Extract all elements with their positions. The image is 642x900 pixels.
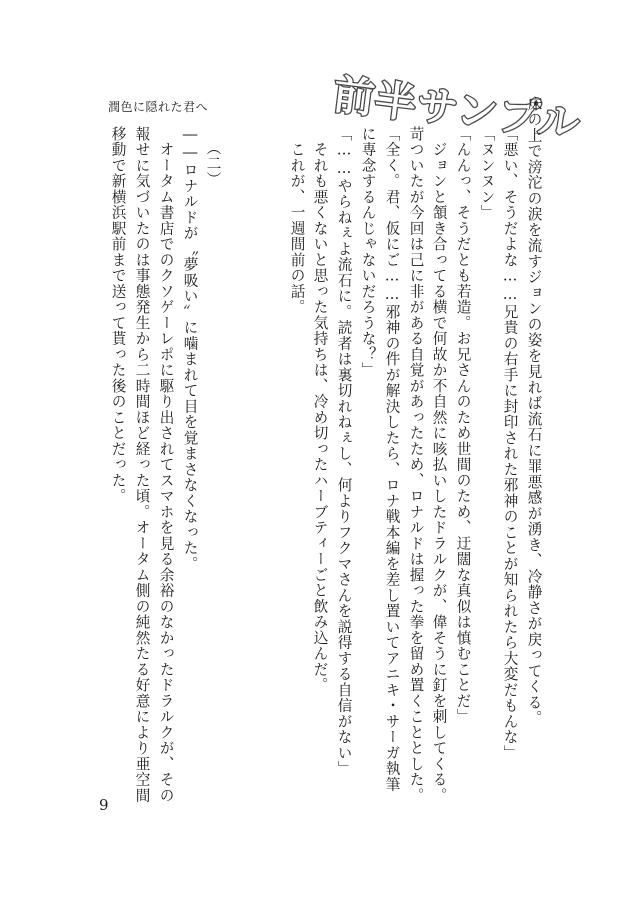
text-line: ジョンと頷き合ってる横で何故か不自然に咳払いしたドラルクが、偉そうに釘を刺してくる。	[430, 126, 448, 804]
text-line: 「んんっ、そうだとも若造。お兄さんのため世間のため、迂闊な真似は慎むことだ」	[454, 126, 472, 725]
section-heading: （二）	[204, 140, 222, 188]
text-line: これが、一週間前の話。	[288, 126, 306, 315]
sample-watermark-text: 前半サンプル	[330, 70, 583, 149]
text-line: 「……やらねぇよ流石に。読者は裏切れねぇし、何よりフクマさんを説得する自信がない」	[335, 126, 353, 777]
text-line: 「悪い、そうだよな……兄貴の右手に封印された邪神のことが知られたら大変だもんな」	[501, 126, 519, 761]
running-title: 潤色に隠れた君へ	[108, 100, 209, 114]
text-line: 「全く。君、仮にご……邪神の件が解決したら、ロナ戦本編を差し置いてアニキ・サーガ執筆	[383, 126, 401, 793]
text-line: 報せに気づいたのは事態発生から二時間ほど経った頃。オータム側の純然たる好意により亜空間	[133, 126, 151, 804]
page-number: 9	[99, 796, 109, 814]
text-line: 苛ついたが今回は己に非がある自覚があったため、ロナルドは握った拳を留め置くこととした。	[407, 126, 425, 804]
text-line: に専念するんじゃないだろうな？」	[359, 126, 377, 378]
text-line: 「ヌンヌン」	[478, 126, 496, 221]
text-line: 床の上で滂沱の涙を流すジョンの姿を見れば流石に罪悪感が湧き、冷静さが戻ってくる。	[525, 96, 543, 726]
text-line: 移動で新横浜駅前まで送って貰った後のことだった。	[109, 126, 127, 504]
text-line: ――ロナルドが〝夢吸い〟に噛まれて目を覚まさなくなった。	[181, 126, 199, 572]
text-line: オータム書店でのクソゲーレポに駆り出されてスマホを見る余裕のなかったドラルクが、その	[157, 126, 175, 804]
text-line: それも悪くないと思った気持ちは、冷め切ったハーブティーごと飲み込んだ。	[311, 126, 329, 693]
